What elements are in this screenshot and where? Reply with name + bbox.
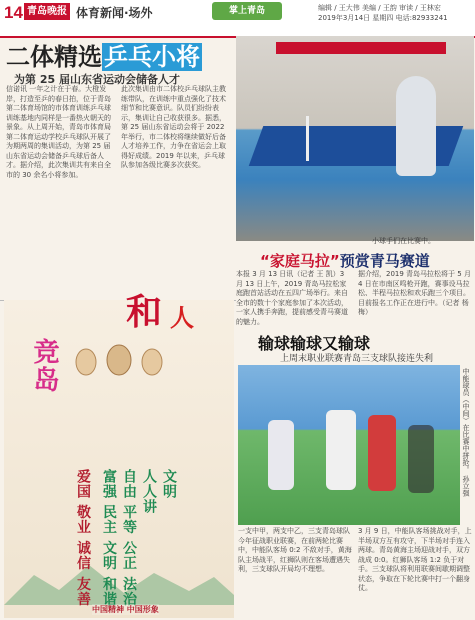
app-logo: 掌上青岛 (212, 2, 282, 20)
article-1-column-1: 信诺讯 一年之计在于春。大橙发岸，打造至乒的春日拍，位于青岛第二体育场馆的市体育训练乒乓球训练基地内同样是一番热火朝天的景象。从上周开始，青岛市体育局第二体育运动学校乒乓球队开展了为期两周的集训活动，为第 25 届山东省运动会储备乒乓球后备人才。据介绍，此次集训共有来自全市的 30 余名小将参加。 (6, 85, 111, 179)
page-number: 14 (4, 3, 23, 22)
headline-1-highlight: 乒乓小将 (104, 43, 200, 71)
poster-character-he: 和 (126, 291, 163, 333)
poster-character-ren: 人 (170, 303, 194, 332)
poster-tagline: 中国精神 中国形象 (92, 605, 159, 614)
vase-illustration (64, 340, 174, 376)
subheadline-1: 为第 25 届山东省运动会储备人才 (14, 73, 180, 86)
headline-2-rest: 预赏青马赛道 (339, 252, 430, 270)
player-white-2 (326, 410, 356, 490)
article-1-column-2: 此次集训由市二体校乒乓球队主教练带队，在训练中重点强化了技术细节和比赛意识。队员们纷纷表示，集训让自己收获很多。据悉，第 25 届山东省运动会将于 2022 年举行，市二体校将继续做好后备人才培养工作，力争在省运会上取得好成绩。2019 年以来，乒乓球队参加各级比赛多次获奖。 (121, 85, 226, 169)
table-tennis-photo (236, 36, 474, 241)
headline-1 (6, 37, 202, 72)
photo-caption-3: 中能球员（中间）在比赛中拼抢。 孙立强 (462, 368, 470, 497)
football-photo (238, 365, 460, 525)
player-dark (408, 425, 434, 493)
article-3-column-2: 3 月 9 日，中能队客场挑战对手，上半场双方互有攻守，下半场对手连入两球。青岛黄海主场迎战对手，双方战成 0:0。红狮队客场 1:2 负于对手。三支球队将利用联赛间歇期调整状态，争取在下轮比赛中打一个翻身仗。 (358, 527, 472, 592)
player-red (368, 415, 396, 491)
poster-values-green-2: 自由 平等 公正 法治 (121, 469, 137, 607)
headline-2 (260, 250, 430, 271)
player-figure (396, 76, 436, 176)
editor-line: 编辑 / 王大伟 美编 / 王韵 审读 / 王林宏 (318, 4, 441, 12)
headline-1-prefix: 二体精选 (6, 43, 102, 71)
article-2-column-1: 本报 3 月 13 日讯（记者 王 凯）3 月 13 日上午，2019 青岛马拉松家庭跑首站活动在五四广场举行。来自全市的数十个家庭参加了本次活动，一家人携手奔跑，提前感受青马赛道的魅力。 (236, 270, 348, 326)
player-white-1 (268, 420, 294, 490)
article-2-column-2: 据介绍，2019 青岛马拉松将于 5 月 4 日在市南区鸣枪开跑，赛事设马拉松、半程马拉松和欢乐跑三个项目。目前报名工作正在进行中。（记者 杨梅） (358, 270, 471, 316)
headline-3: 输球输球又输球 (258, 334, 371, 353)
poster-values-green-1: 富强 民主 文明 和谐 (101, 469, 117, 607)
subheadline-3: 上周末职业联赛青岛三支球队接连失利 (280, 354, 434, 364)
net (306, 116, 309, 161)
poster-jingdao: 竞岛 (29, 338, 59, 394)
newspaper-name: 青岛晚报 (24, 3, 70, 20)
date-line: 2019年3月14日 星期四 电话:82933241 (318, 14, 448, 22)
article-3-column-1: 一支中甲，两支中乙，三支青岛球队今年征战职业联赛，在前两轮比赛中，中能队客场 0:2 不敌对手，黄海队主场战平，红狮队则在客场遭遇失利，三支球队开局均不理想。 (238, 527, 352, 573)
poster-values-green-3: 人人讲 (141, 469, 157, 514)
headline-2-prefix: “家庭马拉” (260, 252, 340, 270)
photo-caption-1: 小球手们在比赛中。 (372, 237, 435, 245)
section-title: 体育新闻·场外 (76, 6, 153, 20)
poster-values-red: 爱国 敬业 诚信 友善 (75, 469, 91, 607)
poster-values-green-4: 文明 (161, 469, 177, 499)
photo-banner (276, 42, 446, 54)
